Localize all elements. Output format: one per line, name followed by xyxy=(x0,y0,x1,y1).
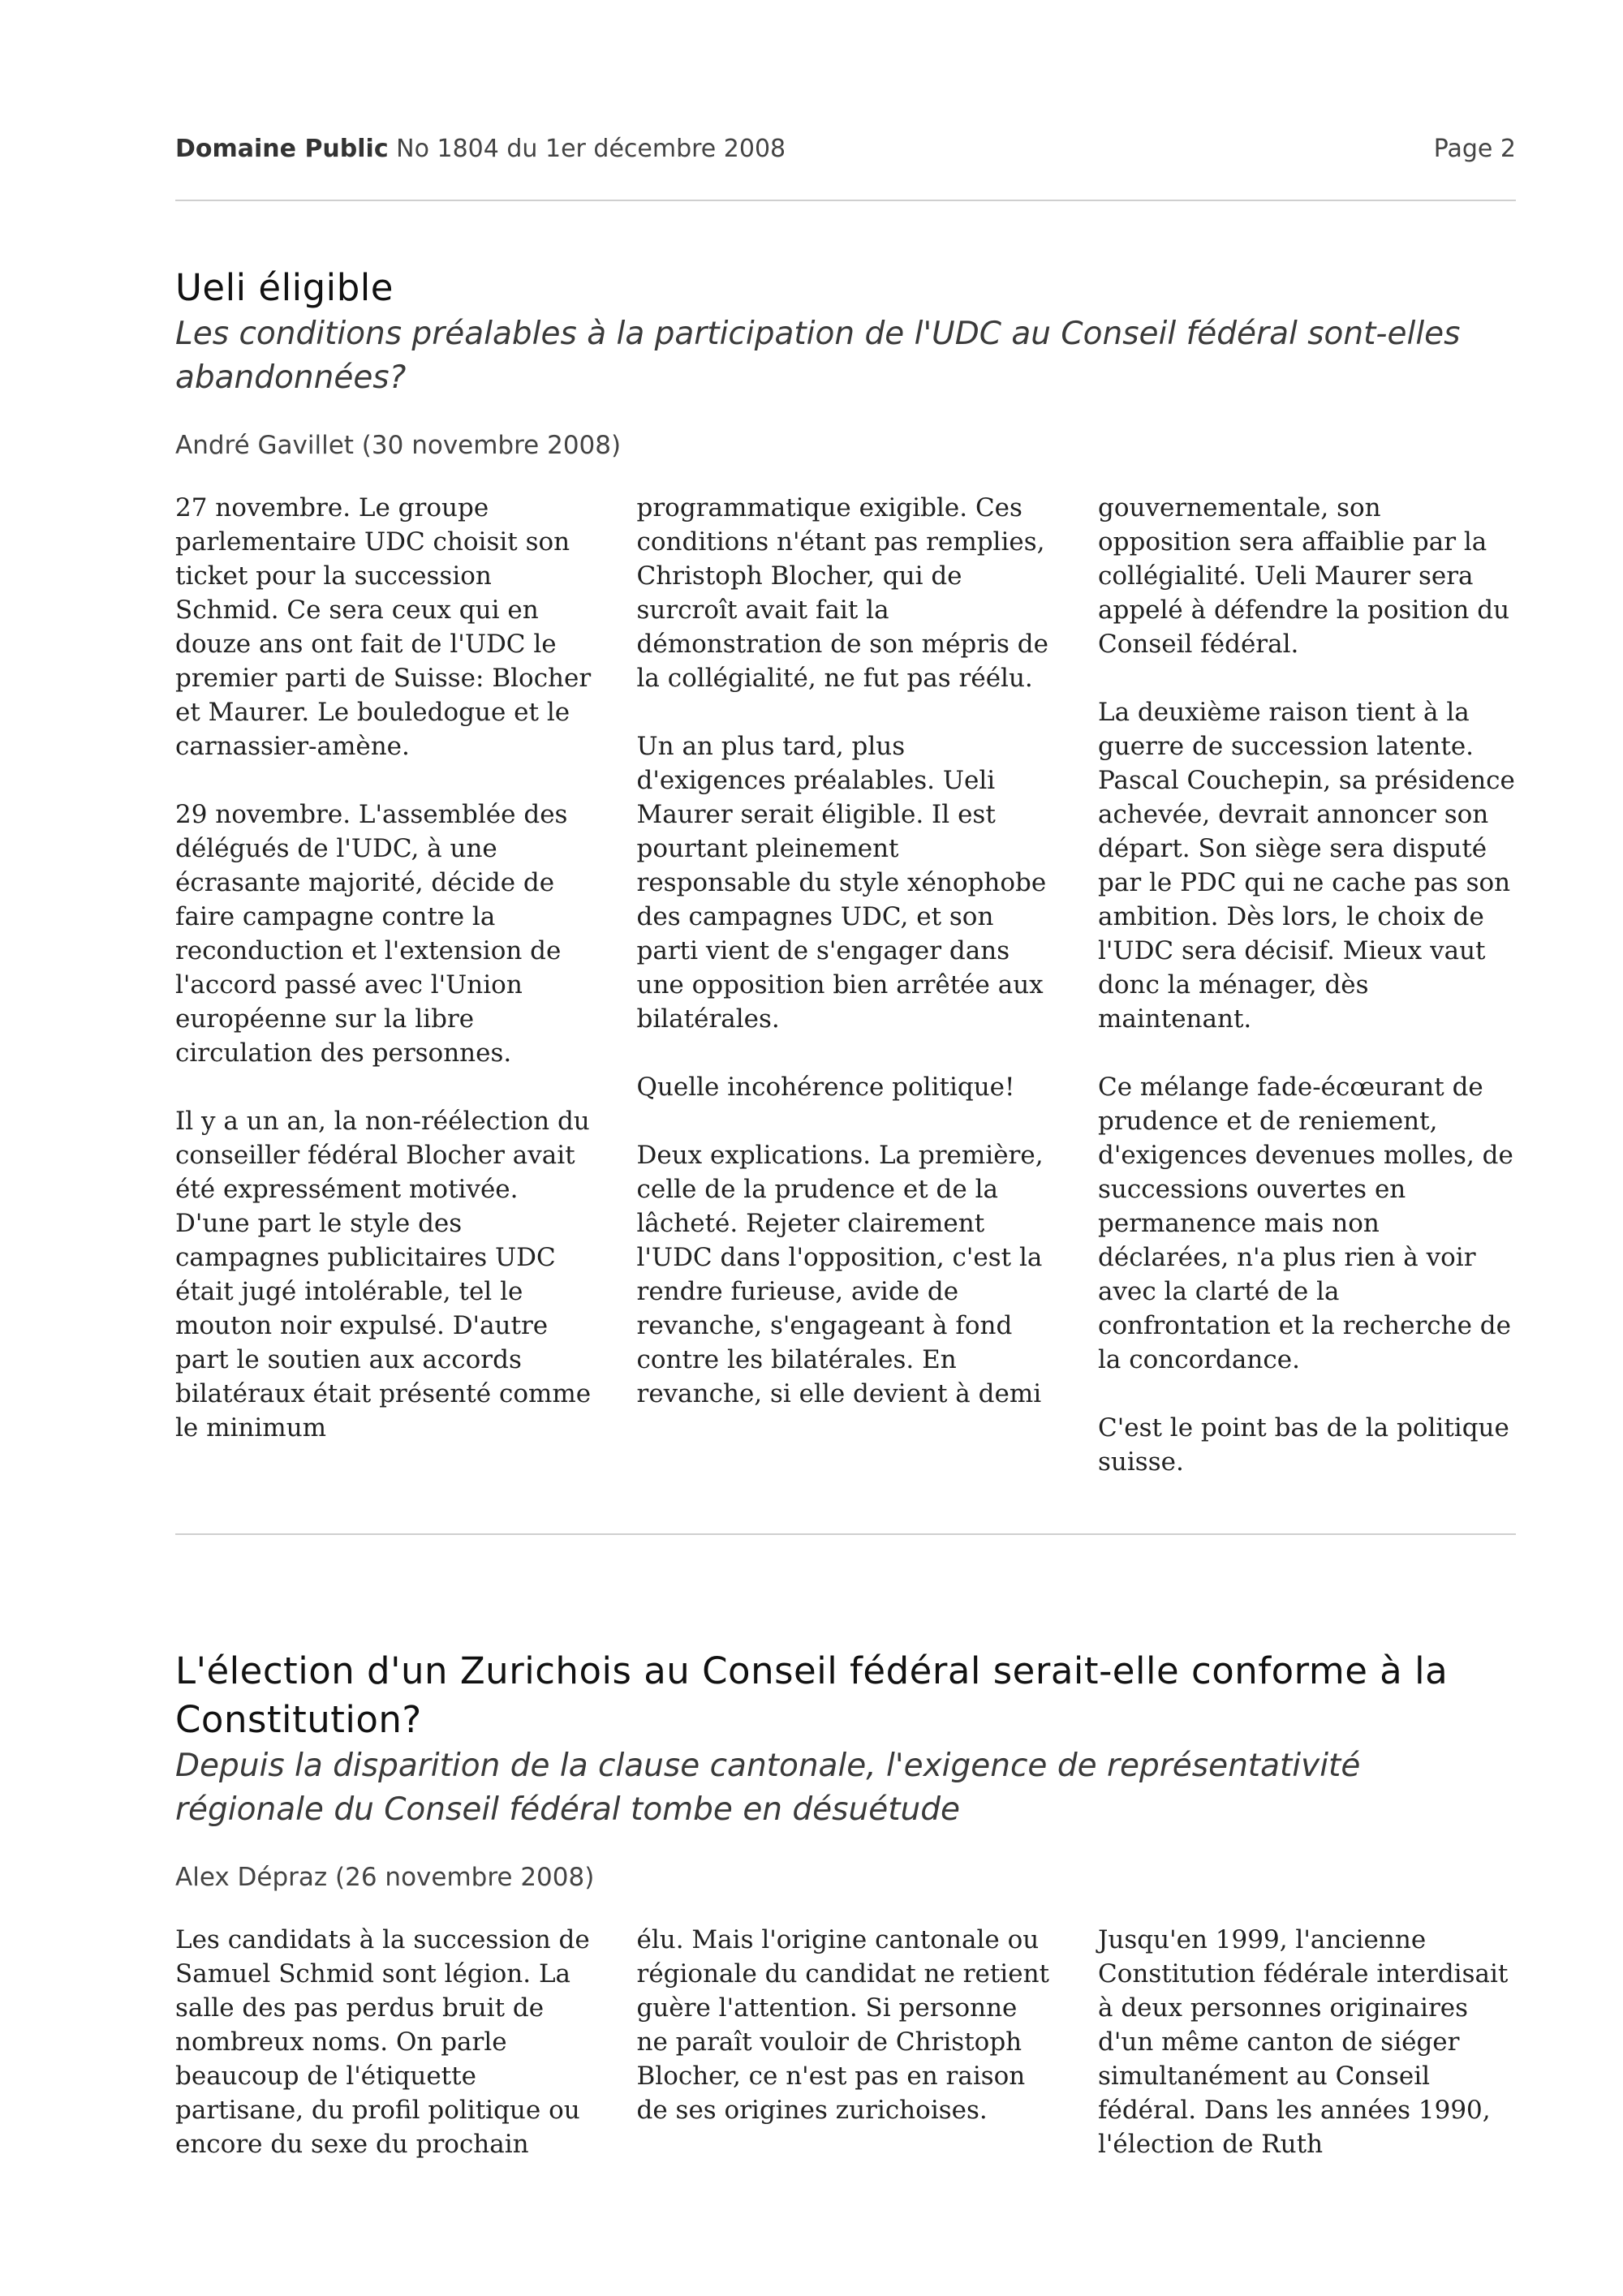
paragraph: Quelle incohérence politique! xyxy=(636,1073,1015,1102)
paragraph: programmatique exigible. Ces conditions n'étant pas remplies, Christoph Blocher, qui de surcroît avait fait la démonstration de son mépris de la collégialité, ne fut pas réélu. xyxy=(636,493,1048,693)
article-title: L'élection d'un Zurichois au Conseil fédéral serait-elle conforme à la Constitution? xyxy=(175,1649,1449,1741)
article-subtitle: Les conditions préalables à la participation de l'UDC au Conseil fédéral sont-elles abandonnées? xyxy=(175,316,1461,396)
paragraph: 27 novembre. Le groupe parlementaire UDC choisit son ticket pour la succession Schmid. Ce sera ceux qui en douze ans ont fait de l'UDC le premier parti de Suisse: Blocher et Maurer. Le bouledogue et le carnassier-amène. xyxy=(175,493,592,761)
paragraph: Ce mélange fade-écœurant de prudence et de reniement, d'exigences devenues molles, de successions ouvertes en permanence mais non déclarées, n'a plus rien à voir avec la clarté de la confrontation et la recherche de la concordance. xyxy=(1098,1073,1513,1374)
header-divider xyxy=(175,200,1516,201)
paragraph: Les candidats à la succession de Samuel Schmid sont légion. La salle des pas perdus bruit de nombreux noms. On parle beaucoup de l'étiquette partisane, du profil politique ou encore du sexe du prochain xyxy=(175,1925,590,2159)
article-subtitle: Depuis la disparition de la clause cantonale, l'exigence de représentativité régionale du Conseil fédéral tombe en désuétude xyxy=(175,1748,1361,1828)
paragraph: Deux explications. La première, celle de la prudence et de la lâcheté. Rejeter clairement l'UDC dans l'opposition, c'est la rendre furieuse, avide de revanche, s'engageant à fond contre les bilatérales. En revanche, si elle devient à demi xyxy=(636,1141,1044,1408)
page-number: Page 2 xyxy=(1433,135,1516,163)
article-ueli-eligible xyxy=(175,264,1516,1479)
paragraph: Il y a un an, la non-réélection du conseiller fédéral Blocher avait été expressément motivée. D'une part le style des campagnes publicitaires UDC était jugé intolérable, tel le mouton noir expulsé. D'autre part le soutien aux accords bilatéraux était présenté comme le minimum xyxy=(175,1107,592,1443)
article-columns xyxy=(175,491,1516,1479)
column-2 xyxy=(637,491,1055,1479)
column-2 xyxy=(637,1923,1055,2161)
column-1 xyxy=(175,1923,593,2161)
article-title: Ueli éligible xyxy=(175,266,394,309)
paragraph: 29 novembre. L'assemblée des délégués de l'UDC, à une écrasante majorité, décide de faire campagne contre la reconduction et l'extension de l'accord passé avec l'Union européenne sur la libre circulation des personnes. xyxy=(175,800,568,1068)
paragraph: gouvernementale, son opposition sera affaiblie par la collégialité. Ueli Maurer sera appelé à défendre la position du Conseil fédéral. xyxy=(1098,493,1510,659)
article-byline: Alex Dépraz (26 novembre 2008) xyxy=(175,1863,595,1892)
column-3 xyxy=(1098,491,1516,1479)
paragraph: Un an plus tard, plus d'exigences préalables. Ueli Maurer serait éligible. Il est pourtant pleinement responsable du style xénophobe des campagnes UDC, et son parti vient de s'engager dans une opposition bien arrêtée aux bilatérales. xyxy=(636,732,1047,1034)
paragraph: La deuxième raison tient à la guerre de succession latente. Pascal Couchepin, sa présidence achevée, devrait annoncer son départ. Son siège sera disputé par le PDC qui ne cache pas son ambition. Dès lors, le choix de l'UDC sera décisif. Mieux vaut donc la ménager, dès maintenant. xyxy=(1098,698,1515,1034)
column-3 xyxy=(1098,1923,1516,2161)
page-header xyxy=(175,135,1516,163)
paragraph: élu. Mais l'origine cantonale ou régionale du candidat ne retient guère l'attention. Si personne ne paraît vouloir de Christoph Blocher, ce n'est pas en raison de ses origines zurichoises. xyxy=(636,1925,1049,2125)
issue-info: No 1804 du 1er décembre 2008 xyxy=(396,135,786,163)
paragraph: C'est le point bas de la politique suisse. xyxy=(1098,1413,1509,1477)
paragraph: Jusqu'en 1999, l'ancienne Constitution fédérale interdisait à deux personnes originaires d'un même canton de siéger simultanément au Conseil fédéral. Dans les années 1990, l'élection de Ruth xyxy=(1098,1925,1509,2159)
article-byline: André Gavillet (30 novembre 2008) xyxy=(175,431,622,460)
article-columns xyxy=(175,1923,1516,2161)
article-divider xyxy=(175,1533,1516,1535)
publication-name: Domaine Public xyxy=(175,135,389,163)
article-zurichois-conseil-federal xyxy=(175,1647,1516,2161)
column-1 xyxy=(175,491,593,1479)
